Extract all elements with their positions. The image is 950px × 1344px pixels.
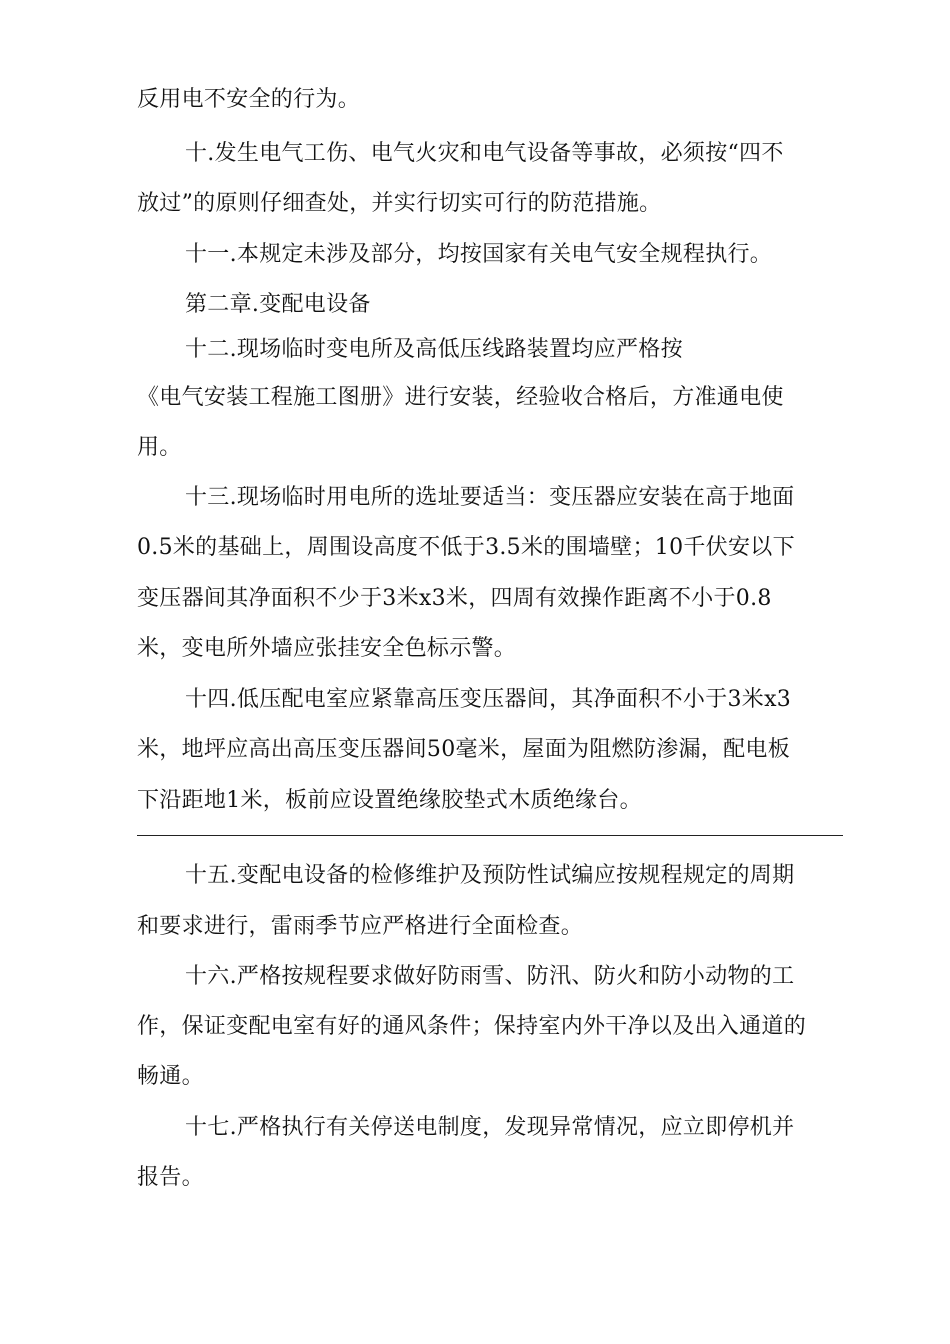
text-line: 十六.严格按规程要求做好防雨雪、防汛、防火和防小动物的工 [185,964,795,989]
text-line: 十五.变配电设备的检修维护及预防性试编应按规程规定的周期 [185,863,795,888]
text-line: 十二.现场临时变电所及高低压线路装置均应严格按 [185,337,683,362]
text-line: 反用电不安全的行为。 [137,87,361,112]
text-line: 用。 [137,435,182,460]
text-line: 十四.低压配电室应紧靠高压变压器间，其净面积不小于3米x3 [185,687,792,712]
page-divider [137,835,843,836]
text-line: 下沿距地1米，板前应设置绝缘胶垫式木质绝缘台。 [137,788,642,813]
chapter-heading: 第二章.变配电设备 [185,292,371,317]
text-line: 米，地坪应高出高压变压器间50毫米，屋面为阻燃防渗漏，配电板 [137,737,790,762]
text-line: 作，保证变配电室有好的通风条件；保持室内外干净以及出入通道的 [137,1014,807,1039]
text-line: 十一.本规定未涉及部分，均按国家有关电气安全规程执行。 [185,242,773,267]
text-line: 0.5米的基础上，周围设高度不低于3.5米的围墙壁；10千伏安以下 [137,535,795,560]
text-line: 十.发生电气工伤、电气火灾和电气设备等事故，必须按“四不 [185,141,784,166]
text-line: 和要求进行，雷雨季节应严格进行全面检查。 [137,914,584,939]
text-line: 畅通。 [137,1064,204,1089]
text-line: 变压器间其净面积不少于3米x3米，四周有效操作距离不小于0.8 [137,586,772,611]
text-line: 十七.严格执行有关停送电制度，发现异常情况，应立即停机并 [185,1115,795,1140]
text-line: 米，变电所外墙应张挂安全色标示警。 [137,636,517,661]
text-line: 十三.现场临时用电所的选址要适当：变压器应安装在高于地面 [185,485,795,510]
text-line: 《电气安装工程施工图册》进行安装，经验收合格后，方准通电使 [137,385,784,410]
text-line: 报告。 [137,1165,204,1190]
text-line: 放过”的原则仔细查处，并实行切实可行的防范措施。 [137,191,662,216]
